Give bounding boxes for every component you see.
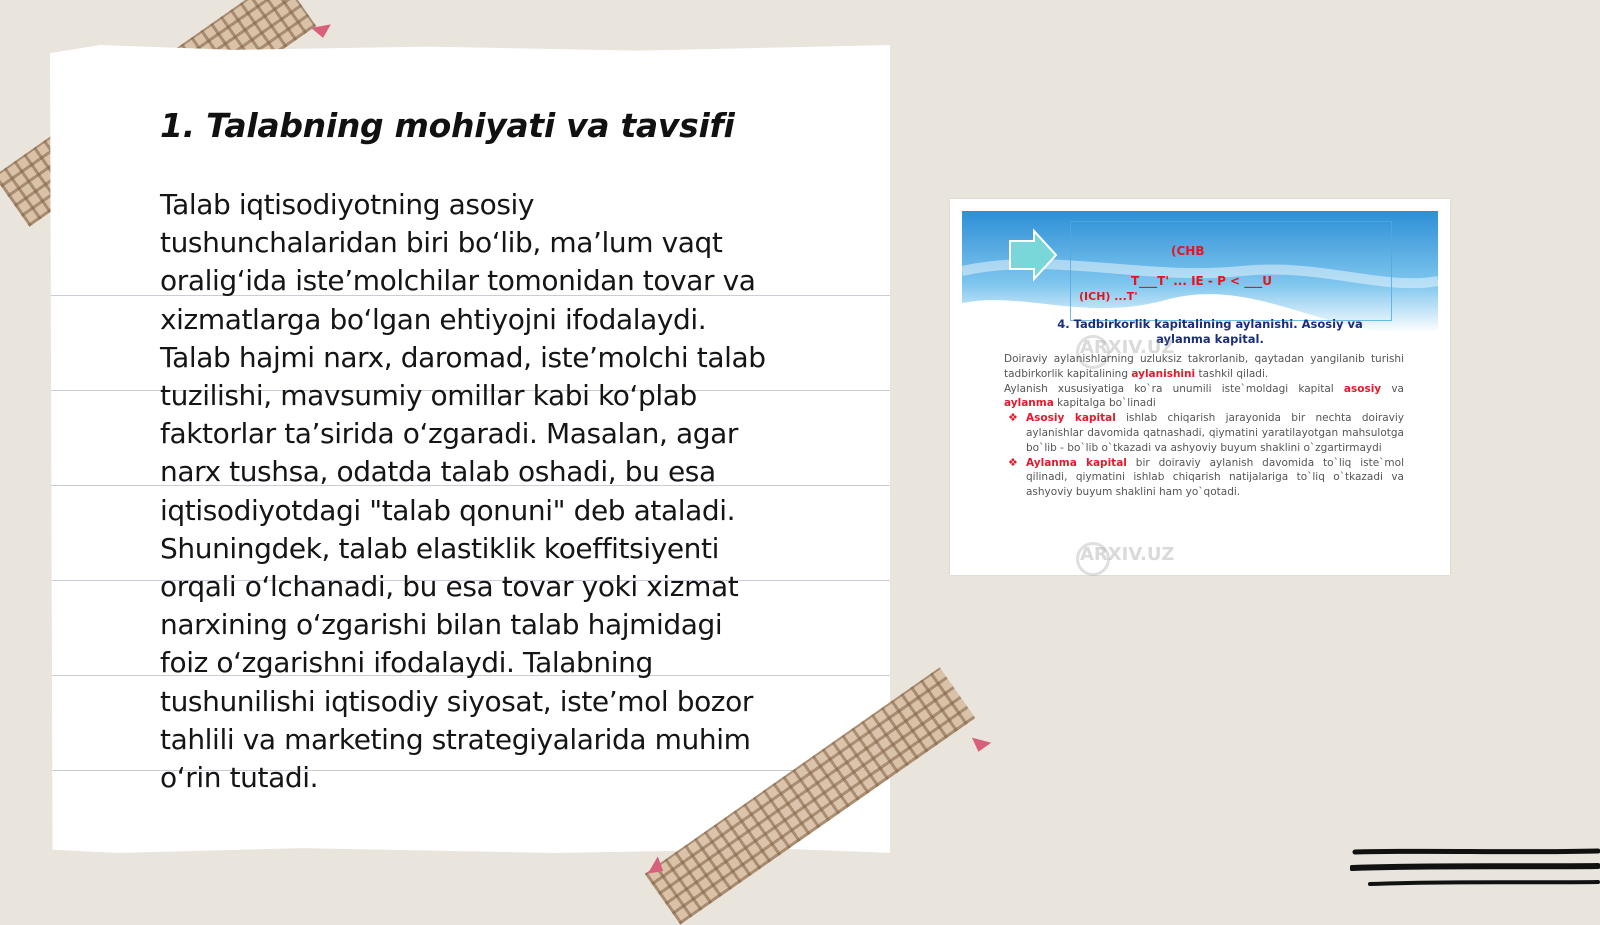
formula-line: (ICH) ...T' — [1079, 290, 1138, 303]
watermark: ARXIV.UZ — [1080, 337, 1175, 358]
formula-line: (CHB — [1171, 244, 1205, 258]
body-line: iqtisodiyotdagi "talab qonuni" deb ataladi. — [160, 493, 736, 527]
body-line: narxining o‘zgarishi bilan talab hajmidagi — [160, 608, 723, 642]
watermark: ARXIV.UZ — [1080, 544, 1175, 565]
slide-paragraph: Aylanish xususiyatiga ko`ra unumili iste`moldagi kapital asosiy va aylanma kapitalga bo`linadi — [1004, 382, 1404, 410]
slide-paragraph: Doiraviy aylanishlarning uzluksiz takrorlanib, qaytadan yangilanib turishi tadbirkorlik kapitalining aylanishini tashkil qiladi. — [1004, 353, 1404, 380]
body-line: Shuningdek, talab elastiklik koeffitsiyenti — [160, 531, 719, 565]
diamond-bullet-icon: ❖ — [1008, 455, 1018, 469]
body-line: narx tushsa, odatda talab oshadi, bu esa — [160, 455, 716, 489]
body-line: tuzilishi, mavsumiy omillar kabi ko‘plab — [160, 379, 697, 413]
embedded-slide-image — [950, 199, 1450, 575]
body-line: tahlili va marketing strategiyalarida muhim — [160, 722, 751, 756]
body-line: Talab hajmi narx, daromad, iste’molchi talab — [160, 340, 766, 374]
slide-bullet: ❖ Asosiy kapital ishlab chiqarish jarayonida bir nechta doiraviy aylanishlar davomida qatnashadi, qiymatini yaratilayotgan mahsulotga bo`lib - bo`lib o`tkazadi va ashyoviy buyum shaklini o`zgartirmaydi — [1008, 411, 1404, 454]
body-line: foiz o‘zgarishni ifodalaydi. Talabning — [160, 646, 653, 680]
body-line: oralig‘ida iste’molchilar tomonidan tovar va — [160, 264, 756, 298]
body-line: tushunilishi iqtisodiy siyosat, iste’mol bozor — [160, 684, 753, 718]
body-line: xizmatlarga bo‘lgan ehtiyojni ifodalaydi. — [160, 302, 707, 336]
slide-body-text — [1004, 352, 1404, 500]
slide-heading: 4. Tadbirkorlik kapitalining aylanishi. Asosiy va aylanma kapital. — [1057, 317, 1363, 346]
body-paragraph — [160, 186, 840, 797]
body-line: tushunchalaridan biri bo‘lib, ma’lum vaqt — [160, 226, 723, 260]
slide-bullet: ❖ Aylanma kapital bir doiraviy aylanish davomida to`liq iste`mol qilinadi, qiymatini ishlab chiqarish natijalariga to`liq o`tkazadi va ashyoviy buyum shaklini ham yo`qotadi. — [1008, 455, 1404, 499]
body-line: orqali o‘lchanadi, bu esa tovar yoki xizmat — [160, 570, 739, 604]
pin-icon — [969, 738, 991, 755]
formula-line: T___T' ... IE - P < ___U — [1131, 274, 1273, 288]
pin-icon — [311, 24, 333, 39]
brush-stroke-decoration — [1350, 848, 1600, 900]
body-line: Talab iqtisodiyotning asosiy — [160, 188, 535, 221]
page-title: 1. Talabning mohiyati va tavsifi — [160, 106, 735, 145]
body-line: faktorlar ta’sirida o‘zgaradi. Masalan, agar — [160, 417, 738, 451]
diamond-bullet-icon: ❖ — [1008, 411, 1018, 425]
formula-box — [1070, 221, 1392, 321]
body-line: o‘rin tutadi. — [160, 761, 319, 795]
